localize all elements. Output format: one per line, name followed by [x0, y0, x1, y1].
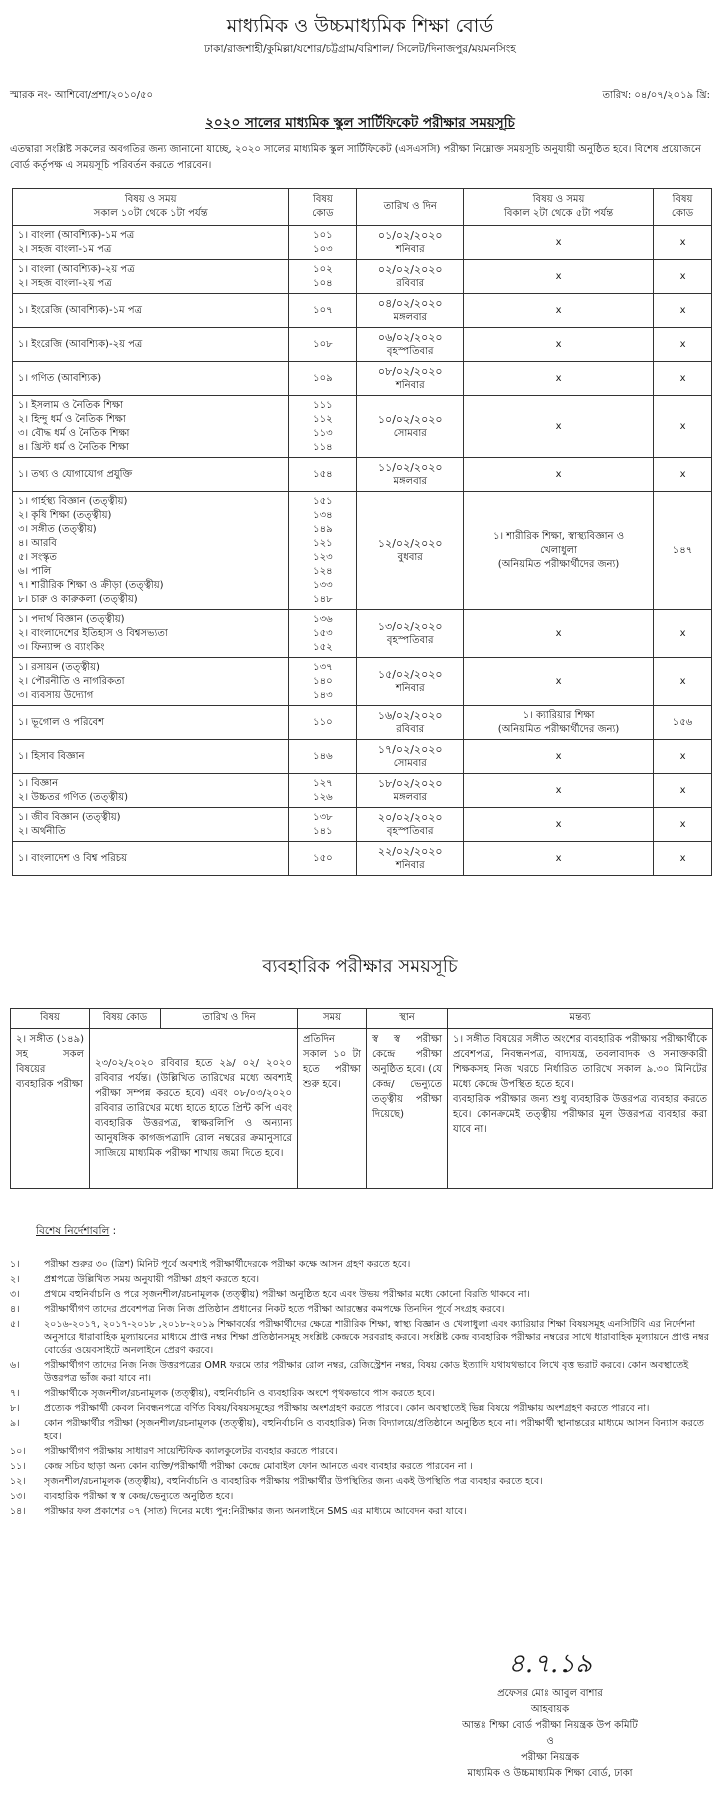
morning-subjects	[13, 458, 289, 492]
instruction-text: পরীক্ষার ফল প্রকাশের ০৭ (সাত) দিনের মধ্যে পুন:নিরীক্ষার জন্য অনলাইনে SMS এর মাধ্যমে আবেদন করা যাবে।	[44, 1506, 467, 1517]
morning-codes	[289, 458, 357, 492]
afternoon-subject-line: ১। ক্যারিয়ার শিক্ষা	[522, 709, 595, 721]
subject-name: ৪। আরবি	[18, 537, 57, 549]
schedule-row	[13, 492, 712, 610]
schedule-row	[13, 740, 712, 774]
subject-code: ১৩৮	[313, 811, 333, 823]
day-value: সোমবার	[393, 427, 427, 439]
afternoon-code: ১৪৭	[654, 492, 712, 610]
subject-name: ১। গার্হস্থ্য বিজ্ঞান (তত্ত্বীয়)	[18, 495, 128, 507]
afternoon-code: ১৫৬	[654, 706, 712, 740]
afternoon-subject-line: খেলাধুলা	[540, 544, 578, 556]
practical-header-time: সময়	[298, 1009, 367, 1029]
morning-subjects	[13, 328, 289, 362]
afternoon-code: x	[654, 658, 712, 706]
exam-schedule-table	[12, 188, 712, 876]
instruction-number: ৬।	[10, 1360, 20, 1371]
morning-codes	[289, 328, 357, 362]
exam-date	[357, 396, 464, 458]
instruction-item	[10, 1460, 710, 1473]
subject-code: ১২৭	[313, 777, 333, 789]
morning-subjects	[13, 362, 289, 396]
afternoon-subject-line: x	[555, 236, 562, 248]
afternoon-subject-line: x	[555, 304, 562, 316]
schedule-row	[13, 842, 712, 876]
instruction-text: কোন পরীক্ষার্থীর পরীক্ষা (সৃজনশীল/রচনামূলক (তত্ত্বীয়), বহুনির্বাচনি ও ব্যবহারিক) নিজ বিদ্যালয়ে/প্রতিষ্ঠানে অনুষ্ঠিত হবে না। পরীক্ষার্থী স্থানান্তরের মাধ্যমে আসন বিন্যাস করতে হবে।	[44, 1418, 704, 1442]
instruction-text: প্রশ্নপত্রে উল্লিখিত সময় অনুযায়ী পরীক্ষা গ্রহণ করতে হবে।	[44, 1274, 260, 1285]
instructions-list	[10, 1258, 710, 1520]
date-value: ২০/০২/২০২০	[377, 810, 443, 824]
issue-date: তারিখ: ০৪/০৭/২০১৯ খ্রি:	[602, 90, 710, 101]
instruction-item	[10, 1303, 710, 1316]
board-list: ঢাকা/রাজশাহী/কুমিল্লা/যশোর/চট্টগ্রাম/বরিশাল/ সিলেট/দিনাজপুর/ময়মনসিংহ	[204, 43, 516, 55]
day-value: মঙ্গলবার	[393, 475, 428, 487]
afternoon-subject-line: x	[555, 818, 562, 830]
afternoon-subject-line: x	[555, 372, 562, 384]
board-name: মাধ্যমিক ও উচ্চমাধ্যমিক শিক্ষা বোর্ড	[226, 15, 494, 37]
subject-code: ১৪৬	[313, 750, 333, 762]
practical-header-venue: স্থান	[367, 1009, 448, 1029]
subject-name: ২। উচ্চতর গণিত (তত্ত্বীয়)	[18, 791, 129, 803]
subject-name: ২। সহজ বাংলা-১ম পত্র	[18, 243, 112, 255]
subject-name: ১। বাংলাদেশ ও বিশ্ব পরিচয়	[18, 852, 128, 864]
exam-date	[357, 842, 464, 876]
date-value: ১৭/০২/২০২০	[377, 742, 443, 756]
morning-codes	[289, 294, 357, 328]
header-afternoon-code: বিষয় কোড	[654, 189, 712, 226]
handwritten-signature: ৪.৭.১৯	[507, 1649, 593, 1679]
afternoon-code: x	[654, 294, 712, 328]
date-value: ১৮/০২/২০২০	[377, 776, 443, 790]
practical-remarks	[448, 1029, 713, 1189]
afternoon-code: x	[654, 458, 712, 492]
intro-paragraph: এতদ্বারা সংশ্লিষ্ট সকলের অবগতির জন্য জানানো যাচ্ছে, ২০২০ সালের মাধ্যমিক স্কুল সার্টিফিকেট (এসএসসি) পরীক্ষা নিম্নোক্ত সময়সূচি অনুযায়ী অনুষ্ঠিত হবে। বিশেষ প্রয়োজনে বোর্ড কর্তৃপক্ষ এ সময়সূচি পরিবর্তন করতে পারবেন।	[10, 144, 701, 171]
morning-subjects	[13, 842, 289, 876]
afternoon-subject-line: ১। শারীরিক শিক্ষা, স্বাস্থ্যবিজ্ঞান ও	[493, 530, 625, 542]
afternoon-subject	[464, 458, 654, 492]
instruction-text: পরীক্ষার্থীগণ তাদের নিজ নিজ উত্তরপত্রের OMR ফরমে তার পরীক্ষার রোল নম্বর, রেজিস্ট্রেশন নম্বর, বিষয় কোড ইত্যাদি যথাযথভাবে লিখে বৃত্ত ভরাট করবে। কোন অবস্থাতেই উত্তরপত্র ভাঁজ করা যাবে না।	[44, 1360, 689, 1384]
subject-code: ১০৯	[313, 372, 333, 384]
exam-date	[357, 294, 464, 328]
afternoon-subject-line: x	[555, 750, 562, 762]
instruction-number: ১২।	[10, 1476, 26, 1487]
subject-name: ৩। বৌদ্ধ ধর্ম ও নৈতিক শিক্ষা	[18, 427, 130, 439]
subject-code: ১২৩	[313, 551, 333, 563]
subject-code: ১০৪	[313, 277, 333, 289]
date-value: ১১/০২/২০২০	[377, 460, 443, 474]
header-afternoon-subject: বিষয় ও সময় বিকাল ২টা থেকে ৫টা পর্যন্ত	[464, 189, 654, 226]
subject-code: ১২৬	[313, 791, 333, 803]
schedule-row	[13, 458, 712, 492]
morning-subjects	[13, 226, 289, 260]
subject-code: ১০৭	[313, 304, 333, 316]
afternoon-subject	[464, 260, 654, 294]
date-value: ১৫/০২/২০২০	[377, 667, 443, 681]
subject-code: ১১১	[313, 399, 333, 411]
morning-codes	[289, 260, 357, 294]
schedule-row	[13, 774, 712, 808]
subject-code: ১০৩	[313, 243, 333, 255]
schedule-row	[13, 226, 712, 260]
subject-name: ২। কৃষি শিক্ষা (তত্ত্বীয়)	[18, 509, 112, 521]
day-value: বৃহস্পতিবার	[386, 825, 434, 837]
instruction-text: পরীক্ষার্থীগণ পরীক্ষায় সাধারণ সায়েন্টিফিক ক্যালকুলেটর ব্যবহার করতে পারবে।	[44, 1446, 338, 1457]
afternoon-code: x	[654, 362, 712, 396]
instruction-text: পরীক্ষা শুরুর ৩০ (ত্রিশ) মিনিট পূর্বে অবশ্যই পরীক্ষার্থীদেরকে পরীক্ষা কক্ষে আসন গ্রহণ করতে হবে।	[44, 1259, 411, 1270]
afternoon-subject	[464, 706, 654, 740]
subject-code: ১১৪	[313, 441, 333, 453]
subject-code: ১০৮	[313, 338, 333, 350]
morning-codes	[289, 362, 357, 396]
afternoon-subject	[464, 774, 654, 808]
signatory-title: পরীক্ষা নিয়ন্ত্রক	[521, 1752, 579, 1763]
signatory-board: মাধ্যমিক ও উচ্চমাধ্যমিক শিক্ষা বোর্ড, ঢাকা	[467, 1768, 633, 1779]
instruction-number: ১৪।	[10, 1506, 26, 1517]
subject-name: ১। জীব বিজ্ঞান (তত্ত্বীয়)	[18, 811, 121, 823]
practical-header-code: বিষয় কোড	[90, 1009, 161, 1029]
morning-subjects	[13, 294, 289, 328]
subject-name: ১। ইংরেজি (আবশ্যিক)-২য় পত্র	[18, 338, 143, 350]
subject-code: ১৫১	[313, 495, 333, 507]
subject-name: ১। বাংলা (আবশ্যিক)-২য় পত্র	[18, 263, 135, 275]
subject-code: ১৩৬	[313, 613, 333, 625]
instruction-item	[10, 1417, 710, 1443]
subject-code: ১১০	[313, 716, 333, 728]
practical-remark-1: ১। সঙ্গীত বিষয়ের সঙ্গীত অংশের ব্যবহারিক পরীক্ষায় পরীক্ষার্থীকে প্রবেশপত্র, নিবন্ধনপত্র, বাদ্যযন্ত্র, তবলাবাদক ও সনাক্তকারী শিক্ষকসহ নিজ খরচে নির্ধারিত তারিখে সকাল ৯.৩০ মিনিটের মধ্যে কেন্দ্রে উপস্থিত হতে হবে।	[453, 1034, 707, 1090]
afternoon-code: x	[654, 842, 712, 876]
instruction-item	[10, 1273, 710, 1286]
subject-name: ৩। ব্যবসায় উদ্যোগ	[18, 689, 94, 701]
day-value: বৃহস্পতিবার	[386, 634, 434, 646]
afternoon-subject-line: x	[555, 784, 562, 796]
practical-header-date: তারিখ ও দিন	[161, 1009, 298, 1029]
practical-row	[11, 1029, 713, 1189]
subject-name: ১। ভূগোল ও পরিবেশ	[18, 716, 104, 728]
schedule-row	[13, 362, 712, 396]
afternoon-code: x	[654, 396, 712, 458]
date-value: ২২/০২/২০২০	[377, 844, 443, 858]
subject-name: ৫। সংস্কৃত	[18, 551, 57, 563]
subject-name: ২। বাংলাদেশের ইতিহাস ও বিশ্বসভ্যতা	[18, 627, 168, 639]
day-value: শনিবার	[395, 379, 425, 391]
date-value: ১৩/০২/২০২০	[377, 619, 443, 633]
instruction-item	[10, 1490, 710, 1503]
afternoon-subject-line: x	[555, 627, 562, 639]
day-value: বৃহস্পতিবার	[386, 345, 434, 357]
morning-codes	[289, 396, 357, 458]
subject-code: ১৪৮	[313, 593, 333, 605]
practical-header-subject: বিষয়	[11, 1009, 90, 1029]
subject-name: ১। বাংলা (আবশ্যিক)-১ম পত্র	[18, 229, 135, 241]
header-morning-subject: বিষয় ও সময় সকাল ১০টা থেকে ১টা পর্যন্ত	[13, 189, 289, 226]
subject-code: ১৫৩	[313, 627, 333, 639]
header-date: তারিখ ও দিন	[357, 189, 464, 226]
date-value: ০৮/০২/২০২০	[377, 364, 443, 378]
instruction-item	[10, 1258, 710, 1271]
exam-date	[357, 774, 464, 808]
subject-code: ১১২	[313, 413, 333, 425]
morning-subjects	[13, 706, 289, 740]
subject-code: ১৫০	[313, 852, 333, 864]
afternoon-subject	[464, 328, 654, 362]
instruction-number: ৪।	[10, 1304, 20, 1315]
practical-venue: স্ব স্ব পরীক্ষা কেন্দ্রে পরীক্ষা অনুষ্ঠিত হবে। (যে কেন্দ্র/ ভেন্যুতে তত্ত্বীয় পরীক্ষা দিয়েছে)	[367, 1029, 448, 1189]
date-value: ১০/০২/২০২০	[377, 412, 443, 426]
instruction-text: ব্যবহারিক পরীক্ষা স্ব স্ব কেন্দ্র/ভেন্যুতে অনুষ্ঠিত হবে।	[44, 1491, 234, 1502]
subject-code: ১৩৩	[313, 579, 333, 591]
exam-date	[357, 740, 464, 774]
subject-code: ১২৪	[313, 565, 333, 577]
schedule-row	[13, 294, 712, 328]
practical-time: প্রতিদিন সকাল ১০ টা হতে পরীক্ষা শুরু হবে।	[298, 1029, 367, 1189]
subject-code: ১৫২	[313, 641, 333, 653]
afternoon-subject	[464, 362, 654, 396]
schedule-row	[13, 658, 712, 706]
subject-code: ১৪৩	[313, 689, 333, 701]
memo-number: স্মারক নং- আশিবো/প্রশা/২০১০/৫০	[10, 90, 153, 101]
exam-date	[357, 808, 464, 842]
instruction-item	[10, 1445, 710, 1458]
date-value: ০১/০২/২০২০	[377, 228, 443, 242]
subject-name: ২। অর্থনীতি	[18, 825, 66, 837]
header-morning-code: বিষয় কোড	[289, 189, 357, 226]
day-value: রবিবার	[396, 723, 425, 735]
subject-name: ৩। ফিন্যান্স ও ব্যাংকিং	[18, 641, 105, 653]
exam-date	[357, 492, 464, 610]
instruction-item	[10, 1318, 710, 1357]
subject-code: ১৩৭	[313, 661, 333, 673]
morning-codes	[289, 610, 357, 658]
afternoon-subject	[464, 610, 654, 658]
instruction-text: পরীক্ষার্থীগণ তাদের প্রবেশপত্র নিজ নিজ প্রতিষ্ঠান প্রধানের নিকট হতে পরীক্ষা আরম্ভের কমপক্ষে তিনদিন পূর্বে সংগ্রহ করবে।	[44, 1304, 505, 1315]
subject-code: ১৫৪	[313, 468, 333, 480]
instruction-item	[10, 1402, 710, 1415]
exam-date	[357, 328, 464, 362]
signature-block	[420, 1642, 680, 1782]
schedule-row	[13, 328, 712, 362]
day-value: রবিবার	[396, 277, 425, 289]
subject-name: ১। হিসাব বিজ্ঞান	[18, 750, 85, 762]
afternoon-subject-line: x	[555, 420, 562, 432]
practical-schedule-table	[10, 1008, 713, 1189]
exam-date	[357, 226, 464, 260]
date-value: ১২/০২/২০২০	[377, 536, 443, 550]
instruction-item	[10, 1359, 710, 1385]
subject-name: ৪। খ্রিস্ট ধর্ম ও নৈতিক শিক্ষা	[18, 441, 130, 453]
date-value: ১৬/০২/২০২০	[377, 708, 443, 722]
subject-code: ১০২	[313, 263, 333, 275]
date-value: ০২/০২/২০২০	[377, 262, 443, 276]
instruction-number: ১।	[10, 1259, 20, 1270]
morning-codes	[289, 492, 357, 610]
subject-name: ৭। শারীরিক শিক্ষা ও ক্রীড়া (তত্ত্বীয়)	[18, 579, 164, 591]
afternoon-subject	[464, 740, 654, 774]
instruction-text: কেন্দ্র সচিব ছাড়া অন্য কোন ব্যক্তি/পরীক্ষার্থী পরীক্ষা কেন্দ্রে মোবাইল ফোন আনতে এবং ব্যবহার করতে পারবেন না ।	[44, 1461, 473, 1472]
schedule-row	[13, 706, 712, 740]
afternoon-subject	[464, 842, 654, 876]
subject-name: ২। হিন্দু ধর্ম ও নৈতিক শিক্ষা	[18, 413, 126, 425]
practical-remark-2: ব্যবহারিক পরীক্ষার জন্য শুধু ব্যবহারিক উত্তরপত্র ব্যবহার করতে হবে। কোনক্রমেই তত্ত্বীয় পরীক্ষার মূল উত্তরপত্র ব্যবহার করা যাবে না।	[453, 1094, 707, 1135]
subject-name: ১। বিজ্ঞান	[18, 777, 59, 789]
instruction-item	[10, 1475, 710, 1488]
morning-codes	[289, 658, 357, 706]
instruction-number: ৮।	[10, 1403, 20, 1414]
afternoon-subject	[464, 492, 654, 610]
subject-name: ১। রসায়ন (তত্ত্বীয়)	[18, 661, 100, 673]
instruction-text: ২০১৬-২০১৭, ২০১৭-২০১৮ ,২০১৮-২০১৯ শিক্ষাবর্ষের পরীক্ষার্থীদের ক্ষেত্রে শারীরিক শিক্ষা, স্বাস্থ্য বিজ্ঞান ও খেলাধুলা এবং ক্যারিয়ার শিক্ষা বিষয়সমূহ এনসিটিবি এর নির্দেশনা অনুসারে ধারাবাহিক মূল্যায়নের মাধ্যমে প্রাপ্ত নম্বর শিক্ষা প্রতিষ্ঠানসমূহ সংশ্লিষ্ট কেন্দ্রকে সরবরাহ করবে। সংশ্লিষ্ট কেন্দ্র ব্যবহারিক পরীক্ষার নম্বরের সাথে ধারাবাহিক মূল্যায়নে প্রাপ্ত নম্বর বোর্ডের ওয়েবসাইটে অনলাইনে প্রেরণ করবে।	[44, 1319, 709, 1356]
practical-title: ব্যবহারিক পরীক্ষার সময়সূচি	[262, 956, 458, 977]
morning-subjects	[13, 774, 289, 808]
afternoon-code: x	[654, 740, 712, 774]
schedule-row	[13, 610, 712, 658]
morning-codes	[289, 842, 357, 876]
morning-subjects	[13, 740, 289, 774]
subject-name: ১। তথ্য ও যোগাযোগ প্রযুক্তি	[18, 468, 133, 480]
morning-subjects	[13, 610, 289, 658]
exam-date	[357, 610, 464, 658]
date-value: ০৬/০২/২০২০	[377, 330, 443, 344]
instruction-number: ১১।	[10, 1461, 26, 1472]
instruction-item	[10, 1288, 710, 1301]
signatory-name: প্রফেসর মোঃ আবুল বাশার	[497, 1688, 603, 1699]
exam-date	[357, 706, 464, 740]
signatory-conjunction: ও	[546, 1736, 554, 1747]
afternoon-subject-line: x	[555, 852, 562, 864]
instruction-text: পরীক্ষার্থীকে সৃজনশীল/রচনামূলক (তত্ত্বীয়), বহুনির্বাচনি ও ব্যবহারিক অংশে পৃথকভাবে পাস করতে হবে।	[44, 1388, 435, 1399]
day-value: সোমবার	[393, 757, 427, 769]
afternoon-subject-line: x	[555, 675, 562, 687]
afternoon-subject-line: x	[555, 338, 562, 350]
subject-code: ১১৩	[313, 427, 333, 439]
afternoon-subject	[464, 808, 654, 842]
practical-date: ২৩/০২/২০২০ রবিবার হতে ২৯/ ০২/ ২০২০ রবিবার পর্যন্ত। (উল্লিখিত তারিখের মধ্যে অবশ্যই পরীক্ষা সম্পন্ন করতে হবে) এবং ০৮/০৩/২০২০ রবিবার তারিখের মধ্যে হাতে হাতে প্রিন্ট কপি এবং ব্যবহারিক উত্তরপত্র, স্বাক্ষরলিপি ও অন্যান্য আনুষঙ্গিক কাগজপত্রাদি রোল নম্বরের ক্রমানুসারে সাজিয়ে মাধ্যমিক পরীক্ষা শাখায় জমা দিতে হবে।	[90, 1029, 298, 1189]
afternoon-code: x	[654, 610, 712, 658]
subject-name: ১। ইংরেজি (আবশ্যিক)-১ম পত্র	[18, 304, 142, 316]
instruction-text: প্রথমে বহুনির্বাচনি ও পরে সৃজনশীল/রচনামূলক (তত্ত্বীয়) পরীক্ষা অনুষ্ঠিত হবে এবং উভয় পরীক্ষার মধ্যে কোনো বিরতি থাকবে না।	[44, 1289, 530, 1300]
afternoon-subject	[464, 294, 654, 328]
afternoon-subject-line: x	[555, 468, 562, 480]
subject-code: ১৩৪	[313, 509, 333, 521]
day-value: মঙ্গলবার	[393, 791, 428, 803]
afternoon-subject	[464, 396, 654, 458]
instruction-number: ২।	[10, 1274, 20, 1285]
afternoon-subject	[464, 226, 654, 260]
day-value: বুধবার	[397, 551, 423, 563]
schedule-row	[13, 808, 712, 842]
practical-header-row	[11, 1009, 713, 1029]
morning-codes	[289, 706, 357, 740]
subject-name: ১। গণিত (আবশ্যিক)	[18, 372, 102, 384]
instruction-number: ৩।	[10, 1289, 20, 1300]
practical-subject: ২। সঙ্গীত (১৪৯) সহ সকল বিষয়ের ব্যবহারিক পরীক্ষা	[11, 1029, 90, 1189]
afternoon-subject-line: (অনিয়মিত পরীক্ষার্থীদের জন্য)	[497, 558, 620, 570]
day-value: শনিবার	[395, 682, 425, 694]
morning-subjects	[13, 658, 289, 706]
signatory-designation: আহবায়ক	[530, 1704, 570, 1715]
morning-subjects	[13, 808, 289, 842]
subject-code: ১৪১	[313, 825, 333, 837]
exam-date	[357, 362, 464, 396]
afternoon-subject-line: (অনিয়মিত পরীক্ষার্থীদের জন্য)	[497, 723, 620, 735]
morning-codes	[289, 740, 357, 774]
morning-subjects	[13, 260, 289, 294]
subject-name: ১। ইসলাম ও নৈতিক শিক্ষা	[18, 399, 124, 411]
practical-header-remarks: মন্তব্য	[448, 1009, 713, 1029]
instruction-text: প্রত্যেক পরীক্ষার্থী কেবল নিবন্ধনপত্রে বর্ণিত বিষয়/বিষয়সমূহের পরীক্ষায় অংশগ্রহণ করতে পারবে। কোন অবস্থাতেই ভিন্ন বিষয়ে পরীক্ষায় অংশগ্রহণ করতে পারবে না।	[44, 1403, 650, 1414]
instruction-item	[10, 1387, 710, 1400]
subject-name: ৬। পালি	[18, 565, 52, 577]
subject-name: ৮। চারু ও কারুকলা (তত্ত্বীয়)	[18, 593, 138, 605]
morning-codes	[289, 226, 357, 260]
instruction-number: ৯।	[10, 1418, 20, 1429]
schedule-header-row	[13, 189, 712, 226]
subject-name: ২। সহজ বাংলা-২য় পত্র	[18, 277, 112, 289]
subject-name: ১। পদার্থ বিজ্ঞান (তত্ত্বীয়)	[18, 613, 125, 625]
document-title: ২০২০ সালের মাধ্যমিক স্কুল সার্টিফিকেট পরীক্ষার সময়সূচি	[205, 115, 515, 131]
instruction-number: ৫।	[10, 1319, 20, 1330]
schedule-row	[13, 396, 712, 458]
afternoon-subject-line: x	[555, 270, 562, 282]
instruction-number: ১৩।	[10, 1491, 26, 1502]
afternoon-code: x	[654, 226, 712, 260]
day-value: শনিবার	[395, 243, 425, 255]
schedule-row	[13, 260, 712, 294]
morning-subjects	[13, 396, 289, 458]
subject-code: ১৪০	[313, 675, 333, 687]
day-value: শনিবার	[395, 859, 425, 871]
subject-code: ১২১	[313, 537, 333, 549]
exam-date	[357, 260, 464, 294]
instructions-title: বিশেষ নির্দেশাবলি :	[36, 1225, 117, 1237]
instruction-item	[10, 1505, 710, 1518]
afternoon-code: x	[654, 774, 712, 808]
afternoon-subject	[464, 658, 654, 706]
subject-code: ১০১	[313, 229, 333, 241]
instruction-text: সৃজনশীল/রচনামূলক (তত্ত্বীয়), বহুনির্বাচনি ও ব্যবহারিক পরীক্ষায় পরীক্ষার্থীর উপস্থিতির জন্য একই উপস্থিতি পত্র ব্যবহার করতে হবে।	[44, 1476, 543, 1487]
morning-codes	[289, 774, 357, 808]
morning-subjects	[13, 492, 289, 610]
date-value: ০৪/০২/২০২০	[377, 296, 443, 310]
day-value: মঙ্গলবার	[393, 311, 428, 323]
exam-date	[357, 458, 464, 492]
signatory-committee: আন্তঃ শিক্ষা বোর্ড পরীক্ষা নিয়ন্ত্রক উপ কমিটি	[462, 1720, 638, 1731]
subject-code: ১৪৯	[313, 523, 333, 535]
afternoon-code: x	[654, 808, 712, 842]
morning-codes	[289, 808, 357, 842]
instruction-number: ৭।	[10, 1388, 20, 1399]
instruction-number: ১০।	[10, 1446, 26, 1457]
subject-name: ২। পৌরনীতি ও নাগরিকতা	[18, 675, 125, 687]
exam-date	[357, 658, 464, 706]
afternoon-code: x	[654, 260, 712, 294]
afternoon-code: x	[654, 328, 712, 362]
subject-name: ৩। সঙ্গীত (তত্ত্বীয়)	[18, 523, 97, 535]
